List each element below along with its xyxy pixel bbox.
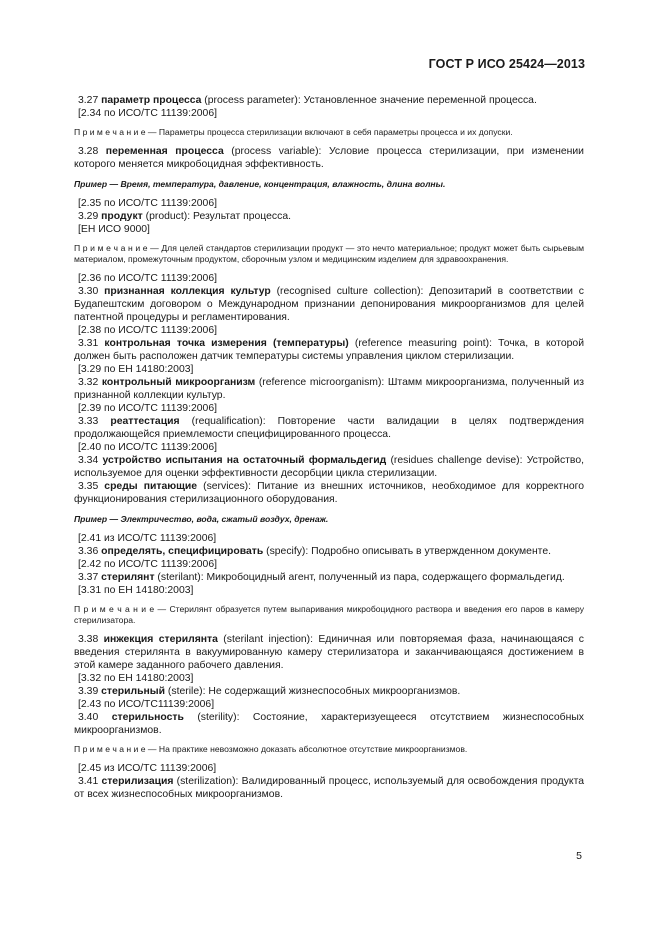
term-number: 3.29 <box>78 210 99 222</box>
term-3-36 <box>74 545 584 558</box>
note <box>74 127 584 139</box>
term-definition: (product): Результат процесса. <box>142 210 291 222</box>
term-definition: (reference microorganism): Штамм микроорганизма, полученный из признанной коллекции культур. <box>74 376 584 401</box>
note <box>74 243 584 266</box>
term-definition: (reference measuring point): Точка, в которой должен быть расположен датчик температуры системы управления циклом стерилизации. <box>74 337 584 362</box>
term-3-30 <box>74 285 584 324</box>
term-3-37 <box>74 571 584 584</box>
term-name: продукт <box>101 210 143 222</box>
example-text: — Электричество, вода, сжатый воздух, дренаж. <box>107 513 329 524</box>
term-3-33 <box>74 415 584 441</box>
example-text: — Время, температура, давление, концентрация, влажность, длина волны. <box>107 178 446 189</box>
term-3-35 <box>74 480 584 506</box>
term-name: стерильность <box>111 711 184 723</box>
reference: [2.45 из ИСО/ТС 11139:2006] <box>78 762 217 774</box>
note-text: — Стерилянт образуется путем выпаривания микробоцидного раствора и введения его паров в камеру стерилизатора. <box>74 603 584 626</box>
reference: [2.36 по ИСО/ТС 11139:2006] <box>78 272 217 284</box>
term-3-31 <box>74 337 584 363</box>
example-label: Пример <box>74 178 108 189</box>
term-3-40 <box>74 711 584 737</box>
page-number: 5 <box>576 850 582 862</box>
term-name: признанная коллекция культур <box>104 285 271 297</box>
term-definition: (requalification): Повторение части валидации в целях подтверждения продолжающейся приемлемости специфицированного процесса. <box>74 415 585 440</box>
term-definition: (services): Питание из внешних источников, необходимое для корректного функционирования стерилизационного оборудования. <box>74 480 584 505</box>
term-number: 3.33 <box>78 415 99 427</box>
term-definition: (sterilant): Микробоцидный агент, полученный из пара, содержащего формальдегид. <box>154 571 565 583</box>
reference: [2.43 по ИСО/ТС11139:2006] <box>78 698 215 710</box>
term-number: 3.30 <box>78 285 99 297</box>
example-label: Пример <box>74 513 108 524</box>
term-definition: (residues challenge devise): Устройство, используемое для оценки эффективности десорбции цикла стерилизации. <box>74 454 584 479</box>
term-name: контрольный микроорганизм <box>101 376 256 388</box>
note-label: П р и м е ч а н и е <box>74 743 146 754</box>
term-number: 3.32 <box>78 376 99 388</box>
term-3-29 <box>74 210 584 223</box>
reference: [2.35 по ИСО/ТС 11139:2006] <box>78 197 217 209</box>
term-name: стерилизация <box>101 775 174 787</box>
term-number: 3.39 <box>78 685 99 697</box>
reference: [3.32 по ЕН 14180:2003] <box>78 672 194 684</box>
reference: [2.39 по ИСО/ТС 11139:2006] <box>78 402 217 414</box>
note-text: — Параметры процесса стерилизации включают в себя параметры процесса и их допуски. <box>145 127 513 137</box>
term-number: 3.28 <box>78 145 99 157</box>
term-definition: (sterility): Состояние, характеризуещееся отсутствием жизнеспособных микроорганизмов. <box>74 711 584 736</box>
term-number: 3.36 <box>78 545 99 557</box>
reference: [2.40 по ИСО/ТС 11139:2006] <box>78 441 217 453</box>
term-number: 3.27 <box>78 95 99 106</box>
note-label: П р и м е ч а н и е <box>74 127 146 137</box>
standard-id-header: ГОСТ Р ИСО 25424—2013 <box>428 57 585 71</box>
reference: [3.31 по ЕН 14180:2003] <box>78 584 194 596</box>
note <box>74 744 584 756</box>
term-definition: (recognised culture collection): Депозитарий в соответствии с Будапештским договором о Международном признании депонирования микроорганизмов для целей патентной процедуры и регламентирования. <box>74 285 584 323</box>
term-name: реаттестация <box>110 415 180 427</box>
term-3-28 <box>74 145 584 171</box>
note-label: П р и м е ч а н и е <box>74 242 148 253</box>
reference: [3.29 по ЕН 14180:2003] <box>78 363 194 375</box>
term-number: 3.37 <box>78 571 99 583</box>
term-name: параметр процесса <box>101 95 202 106</box>
terms-body <box>74 94 584 801</box>
example <box>74 513 584 525</box>
reference: [ЕН ИСО 9000] <box>78 223 150 235</box>
term-name: определять, специфицировать <box>101 545 264 557</box>
term-definition: (sterilization): Валидированный процесс, используемый для освобождения продукта от всех жизнеспособных микроорганизмов. <box>74 775 584 800</box>
term-3-32 <box>74 376 584 402</box>
reference: [2.38 по ИСО/ТС 11139:2006] <box>78 324 217 336</box>
term-definition: (process parameter): Установленное значение переменной процесса. <box>201 95 537 106</box>
term-name: стерилянт <box>101 571 155 583</box>
note-label: П р и м е ч а н и е <box>74 603 155 614</box>
term-number: 3.40 <box>78 711 99 723</box>
term-definition: (sterilant injection): Единичная или повторяемая фаза, начинающаяся с введения стерилянта в вакуумированную камеру стерилизатора и заканчивающаяся достижением в этой камере заданного рабочего давления. <box>74 633 584 671</box>
term-definition: (specify): Подробно описывать в утвержденном документе. <box>263 545 551 557</box>
term-3-39 <box>74 685 584 698</box>
reference: [2.34 по ИСО/ТС 11139:2006] <box>78 108 217 119</box>
term-3-41 <box>74 775 584 801</box>
reference: [2.41 из ИСО/ТС 11139:2006] <box>78 532 217 544</box>
term-number: 3.31 <box>78 337 99 349</box>
note <box>74 604 584 627</box>
term-name: инжекция стерилянта <box>103 633 218 645</box>
example <box>74 178 584 190</box>
term-name: устройство испытания на остаточный формальдегид <box>102 454 387 466</box>
term-number: 3.34 <box>78 454 99 466</box>
term-number: 3.41 <box>78 775 99 787</box>
term-name: переменная процесса <box>105 145 224 157</box>
term-definition: (sterile): Не содержащий жизнеспособных микроорганизмов. <box>165 685 461 697</box>
term-3-38 <box>74 633 584 672</box>
term-name: среды питающие <box>104 480 198 492</box>
term-3-34 <box>74 454 584 480</box>
reference: [2.42 по ИСО/ТС 11139:2006] <box>78 558 217 570</box>
note-text: — На практике невозможно доказать абсолютное отсутствие микроорганизмов. <box>145 743 468 754</box>
term-name: стерильный <box>101 685 166 697</box>
term-number: 3.38 <box>78 633 99 645</box>
term-3-27 <box>74 94 584 107</box>
term-name: контрольная точка измерения (температуры) <box>104 337 349 349</box>
term-definition: (process variable): Условие процесса стерилизации, при изменении которого меняется микробоцидная эффективность. <box>74 145 584 170</box>
term-number: 3.35 <box>78 480 99 492</box>
note-text: — Для целей стандартов стерилизации продукт — это нечто материальное; продукт может быть сырьевым материалом, промежуточным продуктом, сборочным узлом и медицинским изделием для здравоохранения. <box>74 242 585 265</box>
